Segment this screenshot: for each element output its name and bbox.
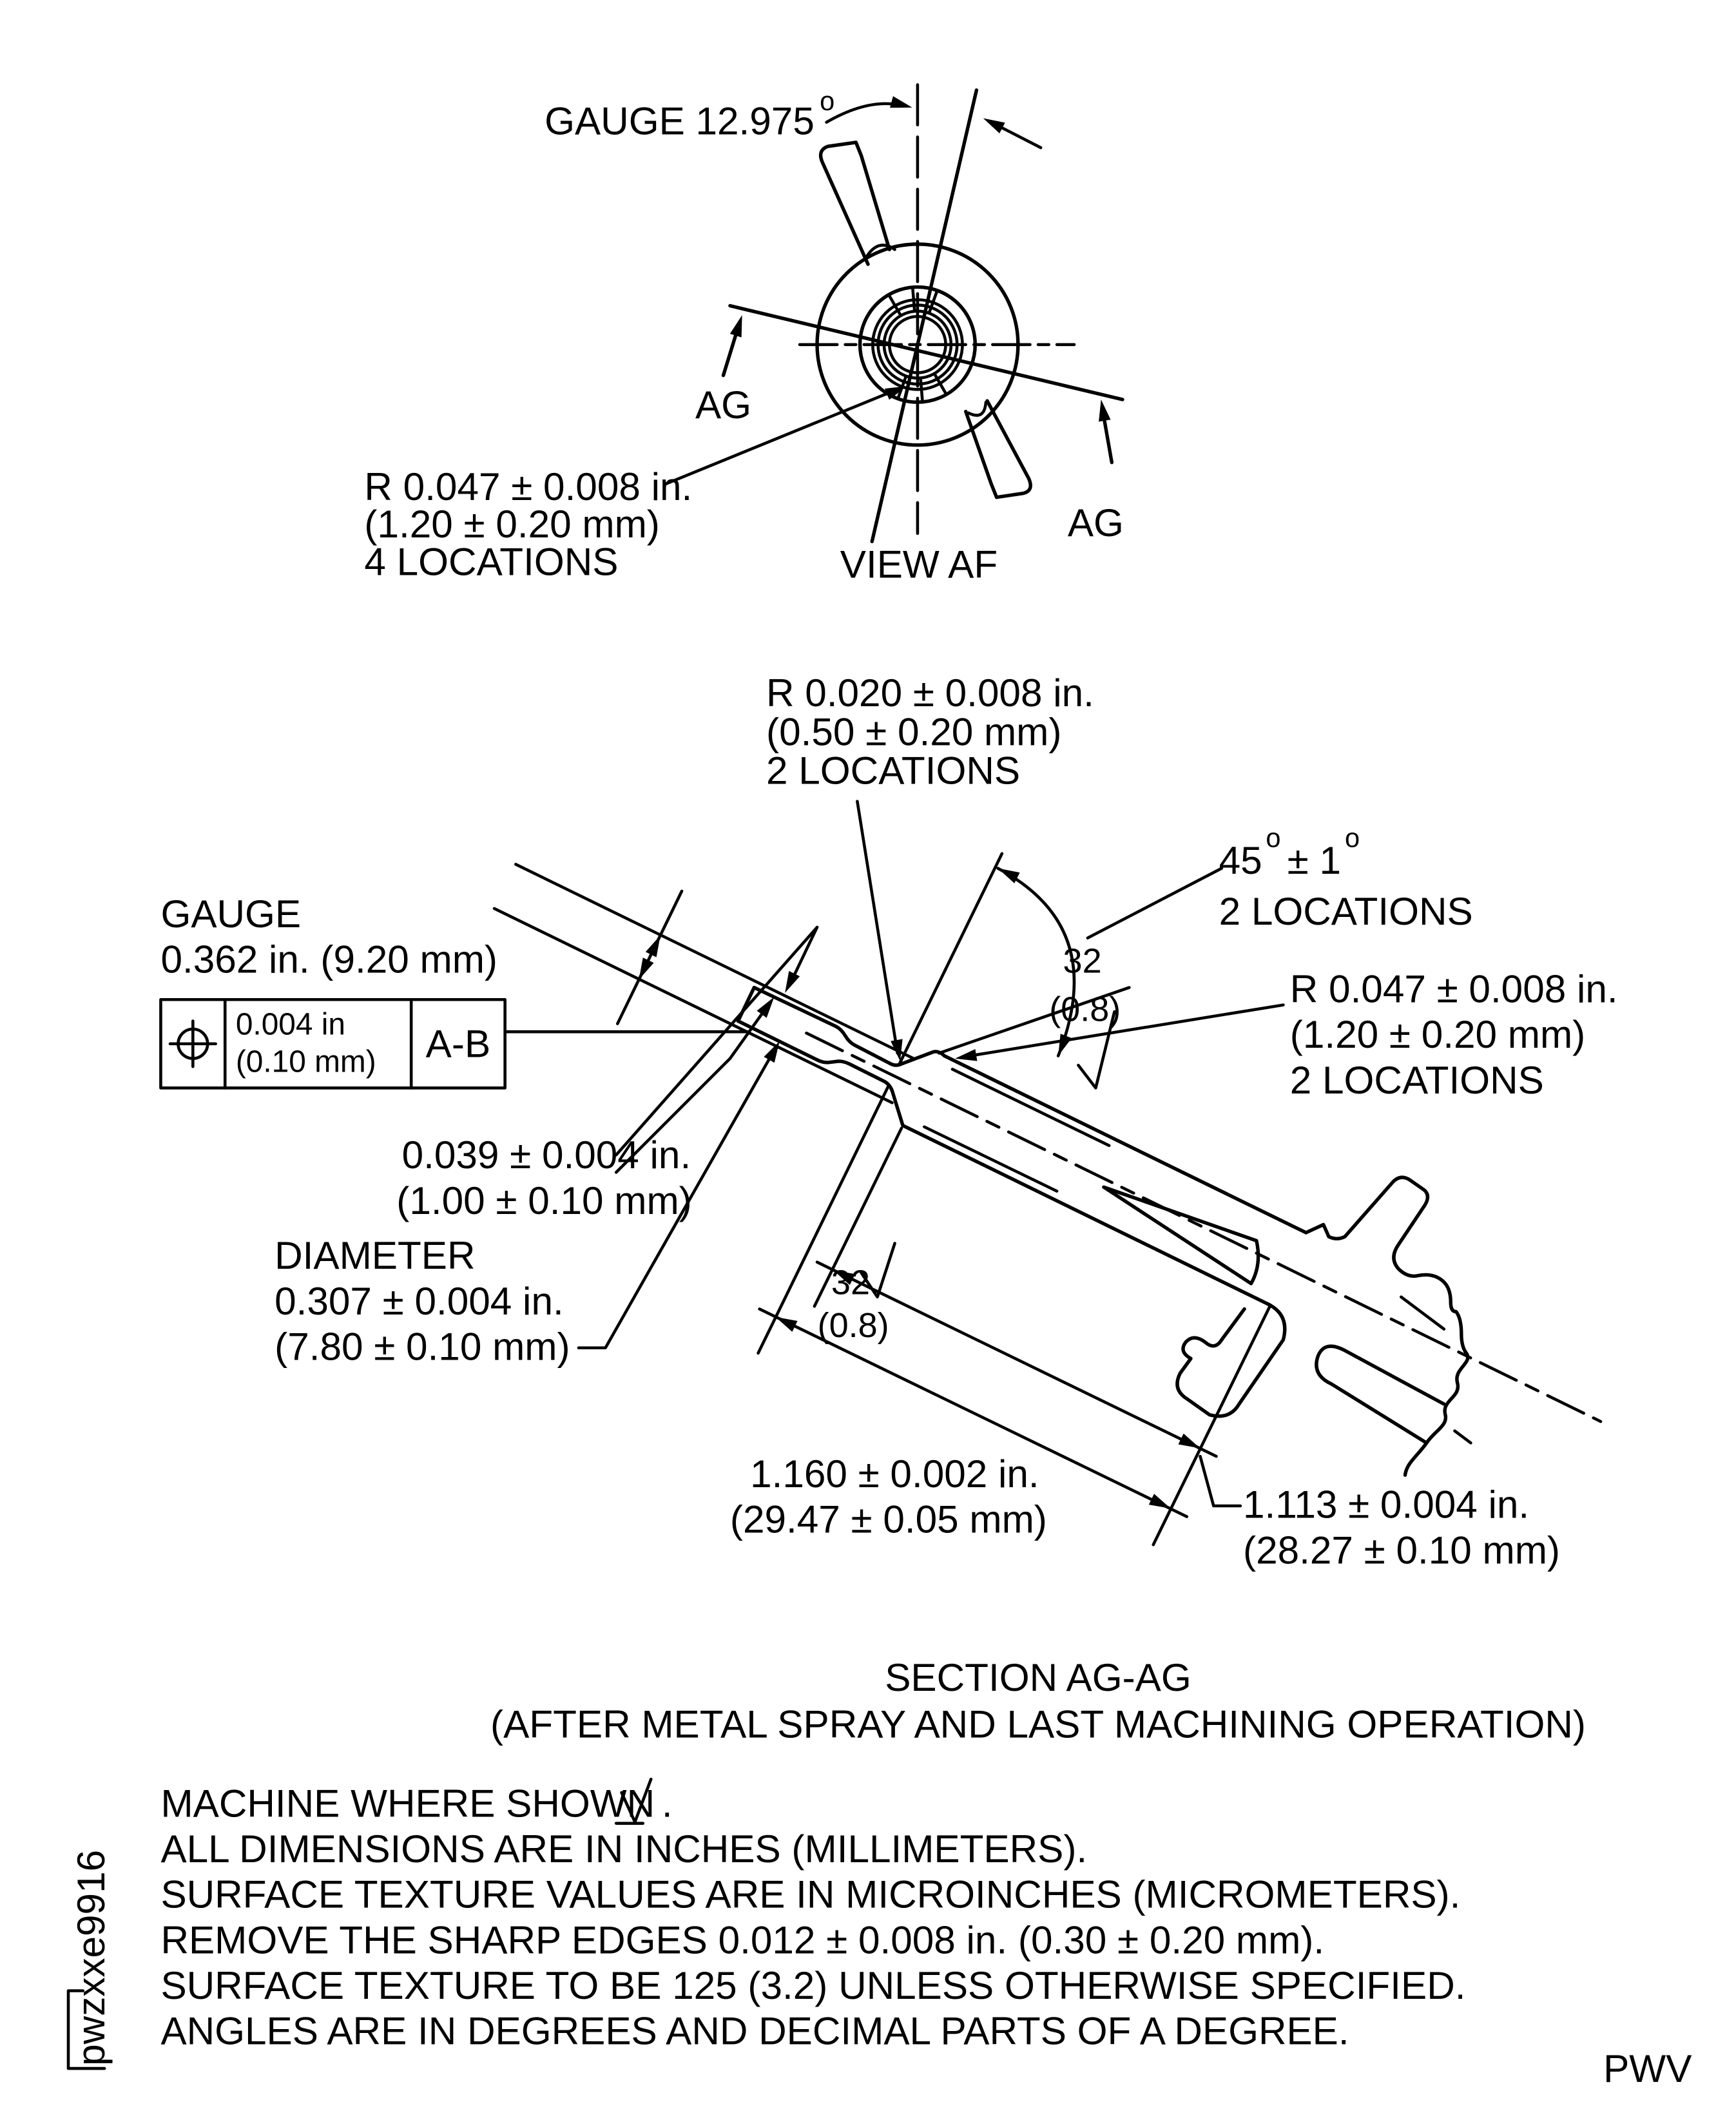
spray-line-bottom (924, 1127, 1057, 1191)
fillet-leader (857, 802, 897, 1054)
edge-radius-l2: (1.20 ± 0.20 mm) (1289, 1012, 1586, 1057)
position-tolerance-mm: (0.10 mm) (235, 1045, 376, 1079)
head-stray-dash (1454, 1431, 1471, 1443)
head-lower-lobe (1177, 1304, 1285, 1416)
chamfer-degree-1: o (1266, 822, 1281, 853)
head-break-line (1405, 1352, 1468, 1475)
edge-radius-l1: R 0.047 ± 0.008 in. (1289, 967, 1618, 1011)
head-surface-line (1401, 1297, 1444, 1329)
page-code: PWV (1603, 2046, 1692, 2090)
chamfer-degree-2: o (1345, 822, 1360, 853)
position-frame (160, 999, 505, 1088)
section-arrow-left-head (730, 313, 748, 337)
section-title: SECTION AG-AG (885, 1655, 1191, 1699)
position-tolerance-in: 0.004 in (235, 1007, 345, 1042)
length2-l1: 1.113 ± 0.004 in. (1243, 1482, 1530, 1526)
chamfer-arc-arrow-bottom (1052, 1034, 1072, 1058)
note-sharp-edges: REMOVE THE SHARP EDGES 0.012 ± 0.008 in. (0.30 ± 0.20 mm). (160, 1918, 1325, 1962)
length1-l1: 1.160 ± 0.002 in. (750, 1451, 1039, 1496)
section-arrow-right-head (1095, 398, 1110, 421)
note-dimensions: ALL DIMENSIONS ARE IN INCHES (MILLIMETERS). (160, 1826, 1088, 1871)
gauge-angle-label: GAUGE 12.975 (545, 99, 815, 143)
groove-arrow1-head (780, 971, 800, 996)
gauge-callout-l1: GAUGE (160, 892, 302, 936)
head-u-notch (1316, 1346, 1444, 1443)
fillet-callout-l2: (0.50 ± 0.20 mm) (766, 709, 1062, 754)
fillet-callout-l3: 2 LOCATIONS (766, 748, 1021, 793)
chamfer-tolerance: ± 1 (1287, 838, 1341, 882)
note-machine-prefix: MACHINE WHERE SHOWN (160, 1781, 655, 1825)
edge-radius-l3: 2 LOCATIONS (1289, 1057, 1544, 1102)
section-line-ag (730, 306, 1123, 400)
general-notes (160, 1779, 1465, 2053)
dim-1113-line (817, 1262, 1216, 1456)
stem-top-edge (754, 988, 1306, 1233)
note-surface-values: SURFACE TEXTURE VALUES ARE IN MICROINCHES (MICROMETERS). (160, 1872, 1461, 1916)
dim-1113-leader (1201, 1456, 1240, 1506)
gauge-plane-extension (899, 854, 1002, 1065)
gauge-dim-line (617, 891, 682, 1024)
radius-callout-l2: (1.20 ± 0.20 mm) (364, 502, 660, 546)
finish2-metric: (0.8) (817, 1306, 889, 1345)
length2-l2: (28.27 ± 0.10 mm) (1243, 1528, 1561, 1572)
groove-width-l2: (1.00 ± 0.10 mm) (396, 1178, 692, 1222)
note-surface-texture: SURFACE TEXTURE TO BE 125 (3.2) UNLESS OTHERWISE SPECIFIED. (160, 1963, 1466, 2007)
chamfer-angle-value: 45 (1219, 838, 1262, 882)
section-subtitle: (AFTER METAL SPRAY AND LAST MACHINING OPERATION) (490, 1702, 1586, 1746)
gauge-callout-l2: 0.362 in. (9.20 mm) (160, 937, 497, 981)
groove-width-l1: 0.039 ± 0.004 in. (401, 1133, 691, 1177)
fillet-callout-l1: R 0.020 ± 0.008 in. (766, 671, 1094, 715)
gauge-angle-degree: o (820, 86, 835, 117)
stem-diameter-l3: (7.80 ± 0.10 mm) (275, 1324, 570, 1369)
stem-diameter-l1: DIAMETER (275, 1233, 476, 1278)
angle-dim-arrow1 (890, 96, 914, 113)
note-angles: ANGLES ARE IN DEGREES AND DECIMAL PARTS OF A DEGREE. (160, 2008, 1349, 2053)
fillet-leader-arrow (891, 1039, 906, 1063)
finish2-value: 32 (831, 1263, 871, 1302)
section-ag-ag (160, 671, 1617, 1746)
chamfer-locations: 2 LOCATIONS (1219, 889, 1473, 933)
stem-diameter-l2: 0.307 ± 0.004 in. (275, 1278, 564, 1323)
radius-callout-l3: 4 LOCATIONS (364, 539, 619, 584)
radius-callout-l1: R 0.047 ± 0.008 in. (364, 464, 693, 508)
chamfer-leader (1088, 869, 1222, 938)
position-symbol-icon (170, 1021, 216, 1067)
note-machine-suffix: . (661, 1781, 673, 1825)
lug-bottom-right-base-arc (969, 402, 986, 415)
finish1-value: 32 (1063, 941, 1102, 981)
view-af-label: VIEW AF (840, 542, 998, 586)
spray-line-top (952, 1069, 1109, 1145)
finish1-metric: (0.8) (1049, 990, 1121, 1029)
gauge-line-lower (494, 909, 892, 1103)
position-datum: A-B (425, 1021, 491, 1066)
angle-dim-arrow2 (980, 113, 1005, 133)
length1-l2: (29.47 ± 0.05 mm) (729, 1497, 1047, 1541)
doc-code: pwzxxe9916 (69, 1849, 113, 2066)
gauge-line-upper (516, 864, 913, 1058)
ag-label-right: AG (1067, 501, 1124, 545)
edge-radius-leader (962, 1005, 1284, 1057)
view-af (364, 85, 1124, 586)
ag-label-left: AG (695, 383, 752, 427)
